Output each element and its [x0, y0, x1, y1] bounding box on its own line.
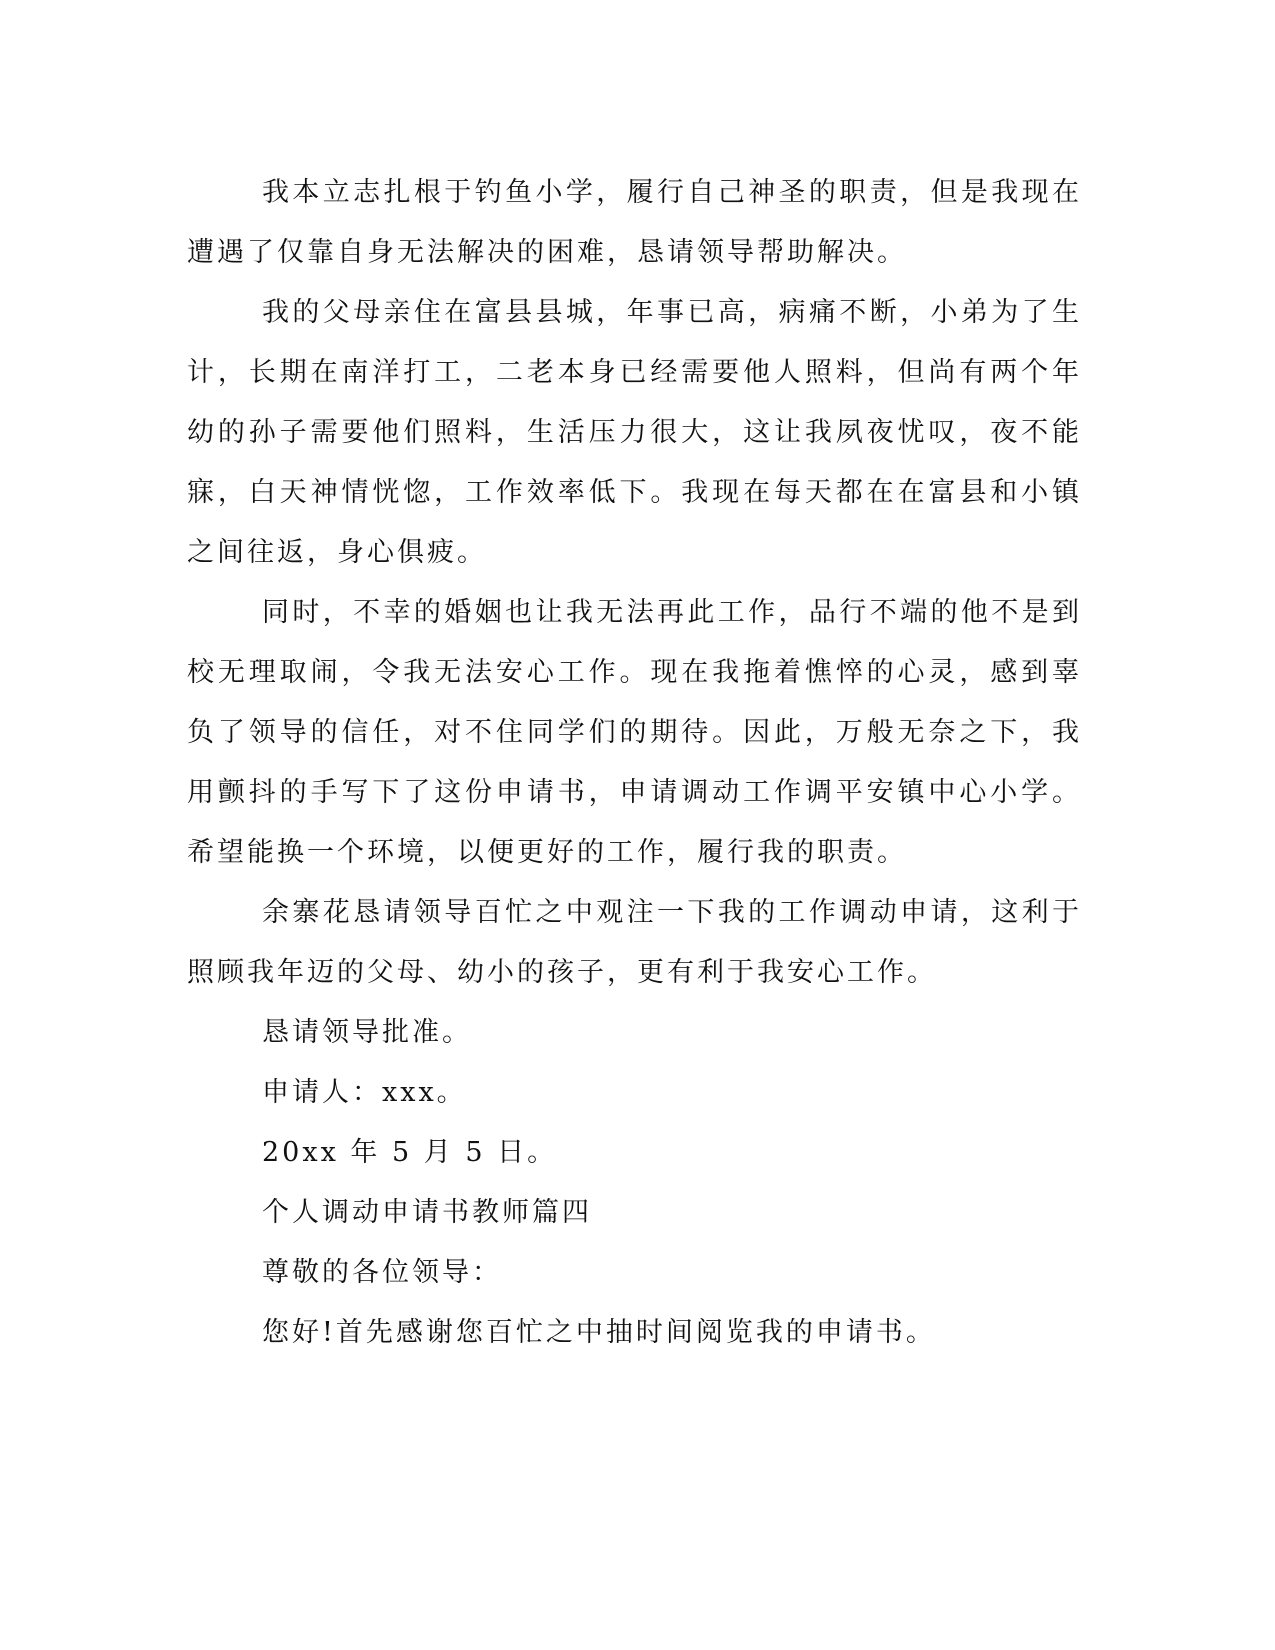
paragraph-1: 我本立志扎根于钓鱼小学，履行自己神圣的职责，但是我现在遭遇了仅靠自身无法解决的困难，恳请领导帮助解决。: [187, 177, 1082, 268]
greeting-line: 您好!首先感谢您百忙之中抽时间阅览我的申请书。: [262, 1317, 936, 1348]
paragraph-4: 余寨花恳请领导百忙之中观注一下我的工作调动申请，这利于照顾我年迈的父母、幼小的孩子，更有利于我安心工作。: [187, 897, 1082, 988]
paragraph-2: 我的父母亲住在富县县城，年事已高，病痛不断，小弟为了生计，长期在南洋打工，二老本身已经需要他人照料，但尚有两个年幼的孙子需要他们照料，生活压力很大，这让我夙夜忧叹，夜不能寐，白天神情恍惚，工作效率低下。我现在每天都在在富县和小镇之间往返，身心俱疲。: [187, 297, 1082, 568]
section-title: 个人调动申请书教师篇四: [262, 1197, 592, 1228]
salutation-line: 尊敬的各位领导：: [262, 1257, 502, 1288]
paragraph-3: 同时，不幸的婚姻也让我无法再此工作，品行不端的他不是到校无理取闹，令我无法安心工作。现在我拖着憔悴的心灵，感到辜负了领导的信任，对不住同学们的期待。因此，万般无奈之下，我用颤抖的手写下了这份申请书，申请调动工作调平安镇中心小学。希望能换一个环境，以便更好的工作，履行我的职责。: [187, 597, 1082, 868]
document-body: [187, 163, 1082, 1363]
closing-line: 恳请领导批准。: [262, 1017, 472, 1048]
applicant-line: 申请人：xxx。: [262, 1077, 467, 1108]
date-line: 20xx 年 5 月 5 日。: [262, 1137, 558, 1168]
